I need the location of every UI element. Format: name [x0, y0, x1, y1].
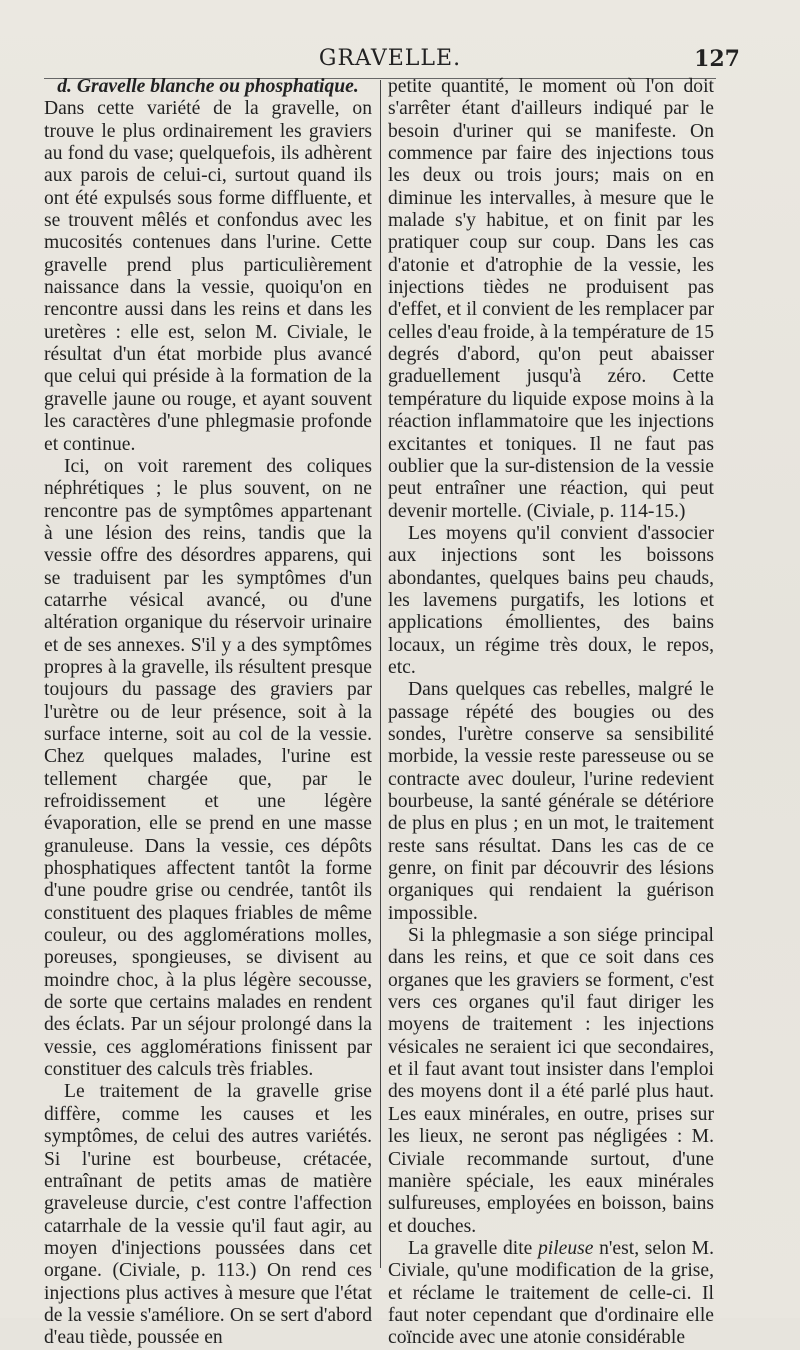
p5-text-end: n'est, selon M. Civiale, qu'une modification de la grise, et réclame le traitement de celle-ci. Il faut noter cependant que d'ordinaire elle coïncide avec une atonie considérable: [388, 1237, 714, 1349]
running-head: [40, 46, 740, 76]
column-divider: [380, 80, 381, 1268]
paragraph-left-2: Ici, on voit rarement des coliques néphrétiques ; le plus souvent, on ne rencontre pas de symptômes appartenant à une lésion des reins, tandis que la vessie offre des désordres apparens, qui se traduisent par les symptômes d'un catarrhe vésical avancé, ou d'une altération organique du réservoir urinaire et de ses annexes. S'il y a des symptômes propres à la gravelle, ils résultent presque toujours du passage des graviers par l'urètre ou de leur présence, soit à la surface interne, soit au col de la vessie. Chez quelques malades, l'urine est tellement chargée que, par le refroidissement et une légère évaporation, elle se prend en une masse granuleuse. Dans la vessie, ces dépôts phosphatiques affectent tantôt la forme d'une poudre grise ou cendrée, tantôt ils constituent des plaques friables de même couleur, ou des agglomérations molles, poreuses, spongieuses, se divisent au moindre choc, à la plus légère secousse, de sorte que certains malades en rendent des éclats. Par un séjour prolongé dans la vessie, ces agglomérations finissent par constituer des calculs très friables.: [44, 455, 372, 1081]
paragraph-right-3: Dans quelques cas rebelles, malgré le passage répété des bougies ou des sondes, l'urètre conserve sa sensibilité morbide, la vessie reste paresseuse ou se contracte avec douleur, l'urine redevient bourbeuse, la santé générale se détériore de plus en plus ; en un mot, le traitement reste sans résultat. Dans les cas de ce genre, on finit par découvrir des lésions organiques qui rendaient la guérison impossible.: [388, 679, 714, 924]
page-number: 127: [694, 46, 740, 72]
paragraph-right-4: Si la phlegmasie a son siége principal dans les reins, et que ce soit dans ces organes que les graviers se forment, c'est vers ces organes qu'il faut diriger les moyens de traitement : les injections vésicales ne seraient ici que secondaires, et il faut avant tout insister dans l'emploi des moyens dont il a été parlé plus haut. Les eaux minérales, en outre, prises sur les lieux, ne seront pas négligées : M. Civiale recommande surtout, d'une manière spéciale, les eaux minérales sulfureuses, employées en boisson, bains et douches.: [388, 925, 714, 1237]
paragraph-left-3: Le traitement de la gravelle grise diffère, comme les causes et les symptômes, de celui des autres variétés. Si l'urine est bourbeuse, crétacée, entraînant de petits amas de matière graveleuse durcie, c'est contre l'affection catarrhale de la vessie qu'il faut agir, au moyen d'injections poussées dans cet organe. (Civiale, p. 113.) On rend ces injections plus actives à mesure que l'état de la vessie s'améliore. On se sert d'abord d'eau tiède, poussée en: [44, 1081, 372, 1349]
section-subheading: d. Gravelle blanche ou phosphatique.: [57, 76, 359, 97]
paragraph-right-2: Les moyens qu'il convient d'associer aux injections sont les boissons abondantes, quelques bains peu chauds, les lavemens purgatifs, les lotions et applications émollientes, des bains locaux, un régime très doux, le repos, etc.: [388, 522, 714, 678]
p5-text-start: La gravelle dite: [408, 1237, 538, 1259]
p5-italic-term: pileuse: [537, 1237, 594, 1259]
running-title: GRAVELLE.: [318, 46, 462, 71]
paragraph-left-1: Dans cette variété de la gravelle, on trouve le plus ordinairement les graviers au fond du vase; quelquefois, ils adhèrent aux parois de celui-ci, surtout quand ils ont été expulsés sous forme diffluente, et se trouvent mêlés et confondus avec les mucosités contenues dans l'urine. Cette gravelle prend plus particulièrement naissance dans la vessie, quoiqu'on en rencontre aussi dans les reins et dans les uretères : elle est, selon M. Civiale, le résultat d'un état morbide plus avancé que celui qui préside à la formation de la gravelle jaune ou rouge, et ayant souvent les caractères d'une phlegmasie profonde et continue.: [44, 98, 372, 455]
left-column: [44, 76, 372, 1350]
right-column: [388, 76, 714, 1350]
paragraph-right-1: petite quantité, le moment où l'on doit s'arrêter étant d'ailleurs indiqué par le besoin d'uriner qui se manifeste. On commence par faire des injections tous les deux ou trois jours; mais on en diminue les intervalles, à mesure que le malade s'y habitue, et on finit par les pratiquer coup sur coup. Dans les cas d'atonie et d'atrophie de la vessie, les injections tièdes ne produisent pas d'effet, et il convient de les remplacer par celles d'eau froide, à la température de 15 degrés d'abord, qu'on peut abaisser graduellement jusqu'à zéro. Cette température du liquide expose moins à la réaction inflammatoire que les injections excitantes et toniques. Il ne faut pas oublier que la sur-distension de la vessie peut entraîner une réaction, qui peut devenir mortelle. (Civiale, p. 114-15.): [388, 76, 714, 522]
paragraph-right-5: [388, 1238, 714, 1350]
